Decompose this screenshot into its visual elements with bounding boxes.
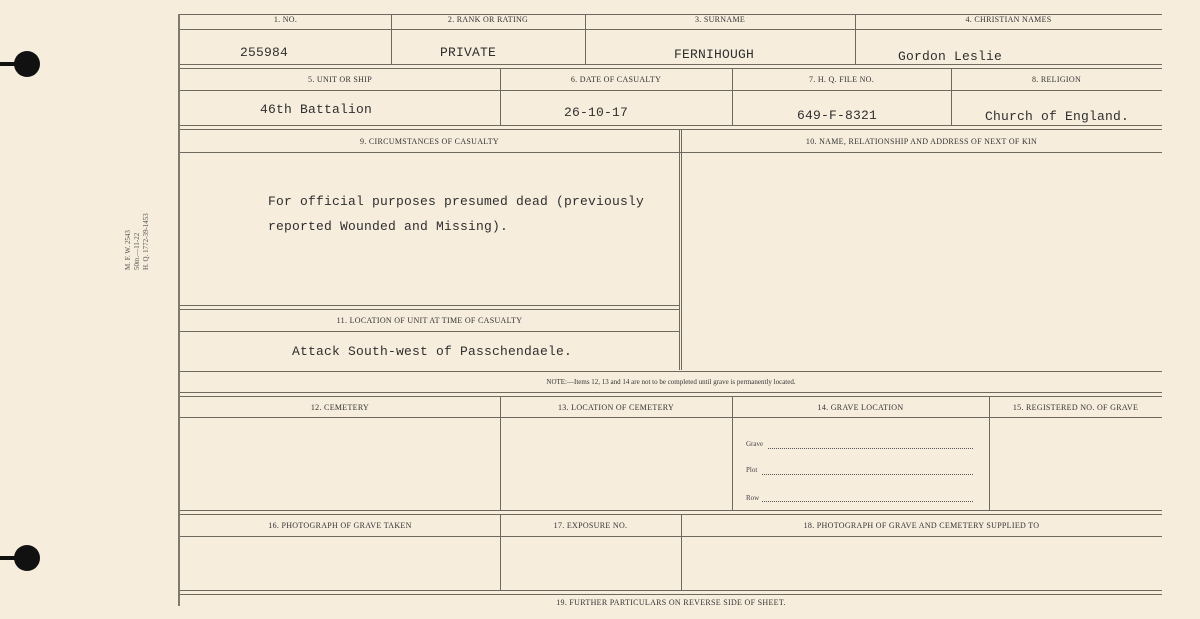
footer-note: 19. FURTHER PARTICULARS ON REVERSE SIDE OF SHEET.: [556, 598, 786, 607]
printer-code-line-1: M. F. W. 2543: [124, 230, 132, 270]
top-outer-rule: [180, 14, 1162, 15]
photo-bottom-rule: [180, 590, 1162, 595]
surname-value: FERNIHOUGH: [674, 47, 755, 62]
grave-divider-1: [500, 396, 501, 510]
rank-label: 2. RANK OR RATING: [447, 15, 529, 24]
grave-header-rule: [180, 417, 1162, 418]
section9-10-divider: [679, 129, 680, 370]
no-label: 1. NO.: [273, 15, 298, 24]
row-field-line: [762, 501, 973, 502]
supplied-to-label: 18. PHOTOGRAPH OF GRAVE AND CEMETERY SUPPLIED TO: [803, 521, 1040, 530]
photo-header-rule: [180, 536, 1162, 537]
christian-names-label: 4. CHRISTIAN NAMES: [965, 15, 1052, 24]
hq-file-label: 7. H. Q. FILE NO.: [808, 75, 875, 84]
circumstances-line-2: reported Wounded and Missing).: [268, 219, 509, 234]
location-unit-value: Attack South-west of Passchendaele.: [292, 344, 573, 359]
next-of-kin-label: 10. NAME, RELATIONSHIP AND ADDRESS OF NEXT OF KIN: [805, 137, 1038, 146]
date-label: 6. DATE OF CASUALTY: [570, 75, 662, 84]
note-text: NOTE:—Items 12, 13 and 14 are not to be completed until grave is permanently located.: [546, 378, 796, 386]
religion-value: Church of England.: [985, 109, 1130, 124]
cemetery-label: 12. CEMETERY: [310, 403, 370, 412]
note-bottom-rule: [180, 392, 1162, 397]
unit-value: 46th Battalion: [260, 102, 373, 117]
plot-field-label: Plot: [746, 466, 758, 474]
row2-bottom-rule: [180, 125, 1162, 130]
circumstances-line-1: For official purposes presumed dead (previously: [268, 194, 645, 209]
grave-field-line: [768, 448, 973, 449]
punch-hole-bottom: [14, 545, 40, 571]
section9-header-rule: [180, 152, 1162, 153]
section11-header-rule: [180, 331, 679, 332]
punch-hole-top: [14, 51, 40, 77]
date-value: 26-10-17: [564, 105, 629, 120]
row1-bottom-rule: [180, 64, 1162, 69]
religion-label: 8. RELIGION: [1031, 75, 1082, 84]
plot-field-line: [762, 474, 973, 475]
section9-10-divider-inner: [681, 129, 682, 370]
printer-code-line-2: 50m.—11-22: [133, 232, 141, 270]
section11-top-rule: [180, 305, 679, 310]
rank-value: PRIVATE: [440, 45, 497, 60]
photo-taken-label: 16. PHOTOGRAPH OF GRAVE TAKEN: [268, 521, 412, 530]
hq-file-value: 649-F-8321: [797, 108, 878, 123]
exposure-label: 17. EXPOSURE NO.: [553, 521, 628, 530]
grave-field-label: Grave: [746, 440, 764, 448]
location-unit-label: 11. LOCATION OF UNIT AT TIME OF CASUALTY: [336, 316, 523, 325]
location-cemetery-label: 13. LOCATION OF CEMETERY: [557, 403, 675, 412]
christian-names-value: Gordon Leslie: [898, 49, 1003, 64]
circumstances-label: 9. CIRCUMSTANCES OF CASUALTY: [359, 137, 500, 146]
no-value: 255984: [240, 45, 289, 60]
grave-divider-2: [732, 396, 733, 510]
row-field-label: Row: [746, 494, 760, 502]
grave-divider-3: [989, 396, 990, 510]
registered-no-label: 15. REGISTERED NO. OF GRAVE: [1012, 403, 1139, 412]
printer-code: [124, 200, 151, 270]
grave-bottom-rule: [180, 510, 1162, 515]
surname-label: 3. SURNAME: [694, 15, 746, 24]
row2-header-rule: [180, 90, 1162, 91]
grave-location-label: 14. GRAVE LOCATION: [817, 403, 904, 412]
row1-header-rule: [180, 29, 1162, 30]
unit-label: 5. UNIT OR SHIP: [308, 75, 372, 84]
printer-code-line-3: H. Q. 1772-39-1453: [142, 213, 150, 270]
left-margin-rule: [178, 14, 180, 606]
note-top-rule: [180, 371, 1162, 372]
